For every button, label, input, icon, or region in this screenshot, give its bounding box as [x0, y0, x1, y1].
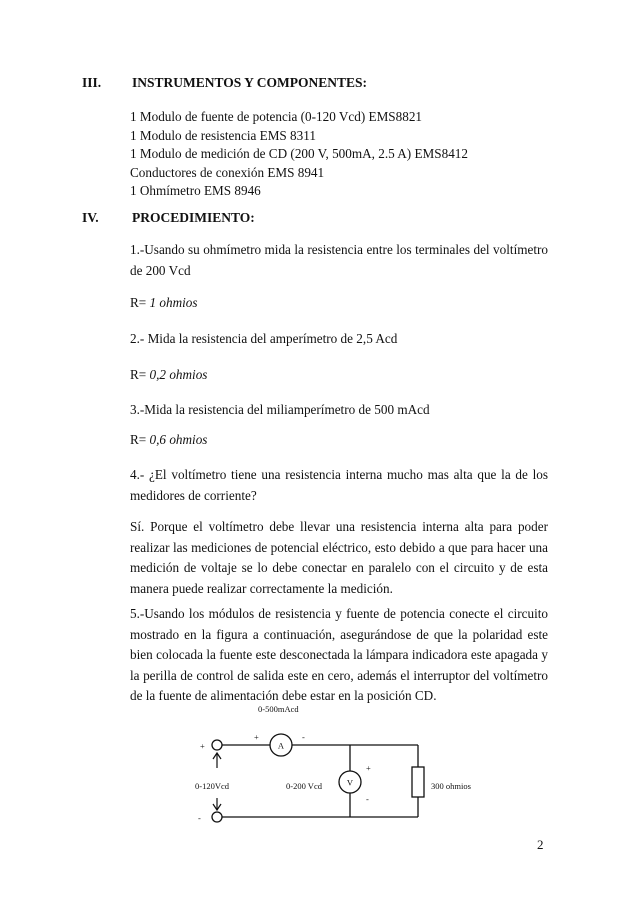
- source-minus: -: [198, 813, 201, 823]
- list-item: 1 Modulo de fuente de potencia (0-120 Vcd) EMS8821: [130, 109, 423, 124]
- page-number: 2: [537, 837, 544, 852]
- list-item: 1 Modulo de medición de CD (200 V, 500mA, 2.5 A) EMS8412: [130, 146, 468, 161]
- answer-1: [130, 293, 548, 314]
- answer-value: 1 ohmios: [149, 295, 198, 310]
- question-4: 4.- ¿El voltímetro tiene una resistencia interna mucho mas alta que la de los medidores de corriente?: [130, 467, 548, 503]
- question-2: 2.- Mida la resistencia del amperímetro de 2,5 Acd: [130, 331, 398, 346]
- question-5: 5.-Usando los módulos de resistencia y fuente de potencia conecte el circuito mostrado en la figura a continuación, asegurándose de que la polaridad este bien colocada la fuente este desconectada la lámpara indicadora este apagada y la perilla de control de salida este en cero, además el interruptor del voltímetro de la fuente de alimentación debe estar en la posición CD.: [130, 606, 548, 703]
- source-terminal-positive: [212, 740, 222, 750]
- ammeter-plus: +: [254, 732, 259, 742]
- answer-value: 0,2 ohmios: [149, 367, 208, 382]
- answer-prefix: R=: [130, 367, 150, 382]
- voltmeter-plus: +: [366, 763, 371, 773]
- source-plus: +: [200, 741, 205, 751]
- section-number: III.: [82, 75, 102, 90]
- voltmeter-minus: -: [366, 794, 369, 804]
- circuit-diagram: [190, 700, 490, 830]
- answer-4: Sí. Porque el voltímetro debe llevar una resistencia interna alta para poder realizar las mediciones de potencial eléctrico, esto debido a que para hacer una medición de voltaje se lo debe conectar en paralelo con el circuito y de esta manera puede realizar correctamente la medición.: [130, 519, 548, 596]
- answer-value: 0,6 ohmios: [149, 432, 208, 447]
- voltmeter-letter: V: [346, 777, 354, 788]
- source-label: 0-120Vcd: [195, 781, 229, 791]
- ammeter-range-label: 0-500mAcd: [258, 704, 299, 714]
- section-title: PROCEDIMIENTO:: [132, 210, 255, 225]
- resistor-symbol: [412, 767, 424, 797]
- source-terminal-negative: [212, 812, 222, 822]
- voltmeter-label: 0-200 Vcd: [286, 781, 322, 791]
- list-item: 1 Modulo de resistencia EMS 8311: [130, 127, 316, 143]
- ammeter-letter: A: [277, 740, 285, 751]
- list-item: Conductores de conexión EMS 8941: [130, 164, 325, 180]
- list-item: 1 Ohmímetro EMS 8946: [130, 183, 261, 198]
- question-3: 3.-Mida la resistencia del miliamperímetro de 500 mAcd: [130, 402, 430, 417]
- resistor-label: 300 ohmios: [431, 781, 471, 791]
- ammeter-minus: -: [302, 732, 305, 742]
- components-list: [130, 108, 468, 201]
- question-1: 1.-Usando su ohmímetro mida la resistencia entre los terminales del voltímetro de 200 Vcd: [130, 242, 548, 278]
- answer-prefix: R=: [130, 432, 150, 447]
- answer-3: [130, 430, 548, 451]
- answer-2: [130, 365, 548, 386]
- answer-prefix: R=: [130, 295, 150, 310]
- section-number: IV.: [82, 210, 99, 225]
- section-title: INSTRUMENTOS Y COMPONENTES:: [132, 75, 368, 90]
